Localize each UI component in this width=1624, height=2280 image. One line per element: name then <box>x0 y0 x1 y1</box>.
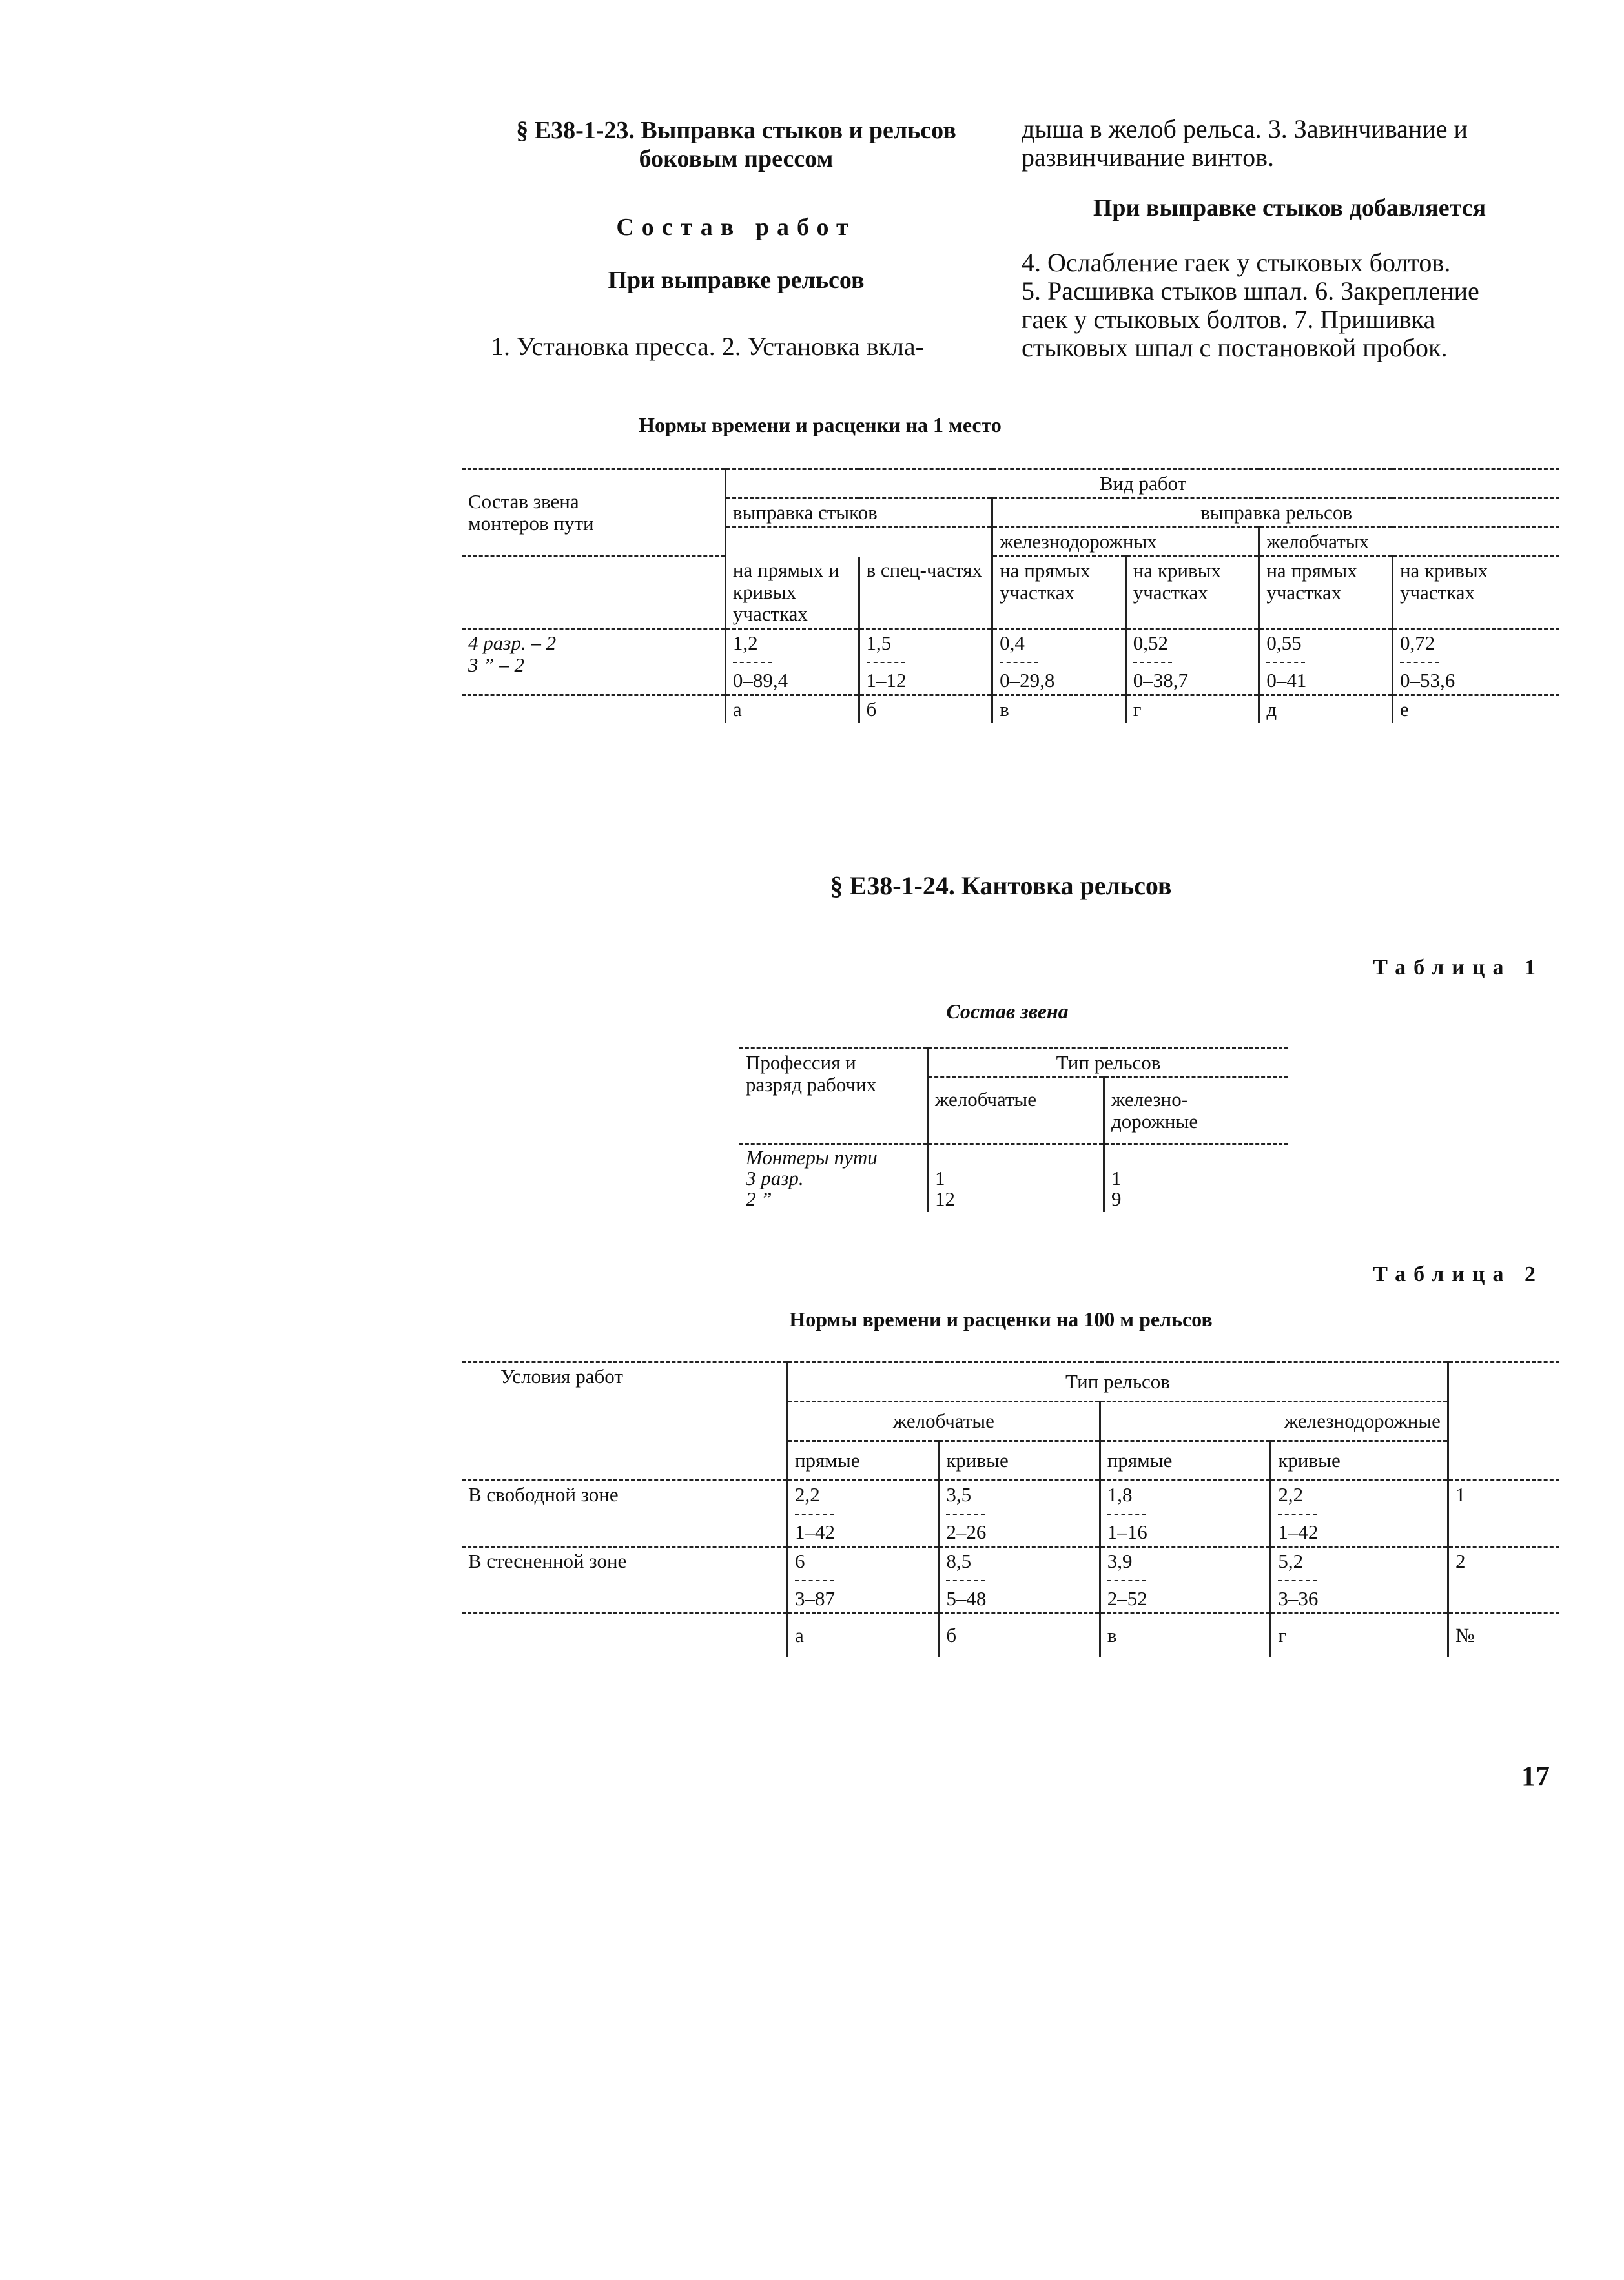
row2-b-norm: 8,5 <box>946 1550 972 1572</box>
right-line-4: 5. Расшивка стыков шпал. 6. Закрепление <box>1022 276 1479 305</box>
railroad-header <box>1104 1078 1289 1144</box>
railroad-line1: железно- <box>1111 1088 1189 1111</box>
cell-e-rate: 0–53,6 <box>1399 668 1455 692</box>
row1-b-rate: 2–26 <box>946 1521 987 1543</box>
grooved-rank3: 1 <box>935 1167 945 1189</box>
grooved-header: желобчатые <box>787 1402 1100 1441</box>
crew-value <box>462 628 725 695</box>
crew-table-caption: Состав звена <box>946 1000 1069 1023</box>
row2-number: 2 <box>1448 1547 1559 1614</box>
cell-g <box>1125 628 1259 695</box>
railroad-line2: дорожные <box>1111 1110 1198 1133</box>
joints-subheading: При выправке стыков добавляется <box>1093 194 1486 221</box>
cell-d-rate: 0–41 <box>1266 668 1307 692</box>
row2-v-rate: 2–52 <box>1107 1587 1147 1610</box>
row2-cell-a <box>787 1547 938 1614</box>
profession-line2: разряд рабочих <box>746 1073 877 1096</box>
cell-a-norm: 1,2 <box>732 631 758 654</box>
row1-label: В свободной зоне <box>462 1481 787 1547</box>
crew-header-line2: монтеров пути <box>468 512 594 535</box>
row1-v-norm: 1,8 <box>1107 1483 1133 1506</box>
railroad-straight-header: прямые <box>1100 1441 1271 1481</box>
row1-cell-g <box>1271 1481 1448 1547</box>
right-column-text-top <box>1022 115 1557 172</box>
cell-d <box>1259 628 1393 695</box>
row2-v-norm: 3,9 <box>1107 1550 1133 1572</box>
cell-v-rate: 0–29,8 <box>1000 668 1055 692</box>
letter-b: б <box>859 695 992 723</box>
row2-cell-b <box>939 1547 1100 1614</box>
rail-type-header: Тип рельсов <box>928 1049 1289 1078</box>
section-title-e38-1-23 <box>491 116 982 173</box>
row1-number: 1 <box>1448 1481 1559 1547</box>
letter-g: г <box>1125 695 1259 723</box>
right-line-6: стыковых шпал с постановкой пробок. <box>1022 333 1448 362</box>
profession-header <box>739 1049 928 1144</box>
conditions-label: Условия работ <box>500 1365 623 1388</box>
composition-heading: Состав работ <box>616 214 856 241</box>
row2-g-norm: 5,2 <box>1278 1550 1304 1572</box>
row1-cell-a <box>787 1481 938 1547</box>
crew-rows-labels <box>739 1144 928 1213</box>
cell-v <box>992 628 1126 695</box>
right-line-2: развинчивание винтов. <box>1022 143 1274 172</box>
railroad-header: железнодорожные <box>1100 1402 1448 1441</box>
row2-a-rate: 3–87 <box>794 1587 835 1610</box>
cell-d-norm: 0,55 <box>1266 631 1302 654</box>
grooved-curved-header: кривые <box>939 1441 1100 1481</box>
cell-a <box>725 628 859 695</box>
row2-b-rate: 5–48 <box>946 1587 987 1610</box>
grooved-header: желобчатых <box>1259 528 1559 557</box>
right-line-1: дыша в желоб рельса. 3. Завинчивание и <box>1022 114 1468 143</box>
grooved-header: желобчатые <box>928 1078 1104 1144</box>
cell-b-norm: 1,5 <box>866 631 892 654</box>
letter-a: а <box>725 695 859 723</box>
cell-g-norm: 0,52 <box>1133 631 1168 654</box>
row1-v-rate: 1–16 <box>1107 1521 1147 1543</box>
t2-letter-b: б <box>939 1614 1100 1658</box>
conditions-header <box>462 1362 787 1481</box>
table1-caption: Нормы времени и расценки на 1 место <box>639 413 1002 436</box>
joints-header: выправка стыков <box>725 498 992 528</box>
cell-a-rate: 0–89,4 <box>732 668 788 692</box>
row1-a-norm: 2,2 <box>794 1483 820 1506</box>
row2-cell-g <box>1271 1547 1448 1614</box>
work-item-line: 1. Установка пресса. 2. Установка вкла- <box>491 332 924 361</box>
cell-b-rate: 1–12 <box>866 668 907 692</box>
row2-cell-v <box>1100 1547 1271 1614</box>
railroad-rank2: 9 <box>1111 1187 1122 1210</box>
grooved-rank2: 12 <box>935 1187 955 1210</box>
row1-a-rate: 1–42 <box>794 1521 835 1543</box>
letter-v: в <box>992 695 1126 723</box>
col-straight-curved: на прямых и кривых участках <box>725 557 859 629</box>
t2-letter-a: а <box>787 1614 938 1658</box>
right-line-3: 4. Ослабление гаек у стыковых болтов. <box>1022 248 1451 277</box>
railroad-rank3: 1 <box>1111 1167 1122 1189</box>
col-grooved-curved: на кривых участках <box>1392 557 1559 629</box>
page-number: 17 <box>1521 1760 1550 1792</box>
cell-e-norm: 0,72 <box>1399 631 1435 654</box>
col-grooved-straight: на прямых участках <box>1259 557 1393 629</box>
letter-e: е <box>1392 695 1559 723</box>
section-title-line1: § Е38-1-23. Выправка стыков и рельсов <box>516 117 956 144</box>
profession-line1: Профессия и <box>746 1051 856 1074</box>
crew-header <box>462 469 725 557</box>
section-title-e38-1-24: § Е38-1-24. Кантовка рельсов <box>830 871 1172 900</box>
row2-a-norm: 6 <box>794 1550 805 1572</box>
col-railroad-straight: на прямых участках <box>992 557 1126 629</box>
row1-g-rate: 1–42 <box>1278 1521 1319 1543</box>
crew-header-line1: Состав звена <box>468 490 579 513</box>
letter-d: д <box>1259 695 1393 723</box>
cell-e <box>1392 628 1559 695</box>
railroad-values <box>1104 1144 1289 1213</box>
rank2-label: 2 ” <box>746 1187 772 1210</box>
cell-v-norm: 0,4 <box>1000 631 1025 654</box>
table2-label: Таблица 2 <box>1373 1262 1543 1286</box>
row1-cell-v <box>1100 1481 1271 1547</box>
grooved-values <box>928 1144 1104 1213</box>
right-line-5: гаек у стыковых болтов. 7. Пришивка <box>1022 305 1435 334</box>
table2-caption: Нормы времени и расценки на 100 м рельсов <box>789 1308 1213 1331</box>
work-type-header: Вид работ <box>725 469 1559 498</box>
row2-label: В стесненной зоне <box>462 1547 787 1614</box>
rank3-label: 3 разр. <box>746 1167 804 1189</box>
crew-line2: 3 ” – 2 <box>468 653 524 676</box>
cell-g-rate: 0–38,7 <box>1133 668 1188 692</box>
rail-type-header: Тип рельсов <box>787 1362 1448 1402</box>
row1-g-norm: 2,2 <box>1278 1483 1304 1506</box>
t2-letter-g: г <box>1271 1614 1448 1658</box>
t2-letter-v: в <box>1100 1614 1271 1658</box>
row2-g-rate: 3–36 <box>1278 1587 1319 1610</box>
grooved-straight-header: прямые <box>787 1441 938 1481</box>
crew-table <box>739 1047 1288 1212</box>
right-column-text-bottom <box>1022 249 1557 362</box>
t2-number-label: № <box>1448 1614 1559 1658</box>
cell-b <box>859 628 992 695</box>
table1-norms <box>462 468 1559 723</box>
railroad-header: железнодорожных <box>992 528 1259 557</box>
crew-table-label: Таблица 1 <box>1373 956 1543 980</box>
rails-header: выправка рельсов <box>992 498 1559 528</box>
crew-line1: 4 разр. – 2 <box>468 631 557 654</box>
row1-cell-b <box>939 1481 1100 1547</box>
rails-subheading: При выправке рельсов <box>608 267 865 294</box>
col-special: в спец-частях <box>859 557 992 629</box>
row-title: Монтеры пути <box>746 1146 878 1169</box>
section-title-line2: боковым прессом <box>639 145 834 172</box>
railroad-curved-header: кривые <box>1271 1441 1448 1481</box>
row1-b-norm: 3,5 <box>946 1483 972 1506</box>
table2-norms <box>462 1361 1559 1657</box>
col-railroad-curved: на кривых участках <box>1125 557 1259 629</box>
